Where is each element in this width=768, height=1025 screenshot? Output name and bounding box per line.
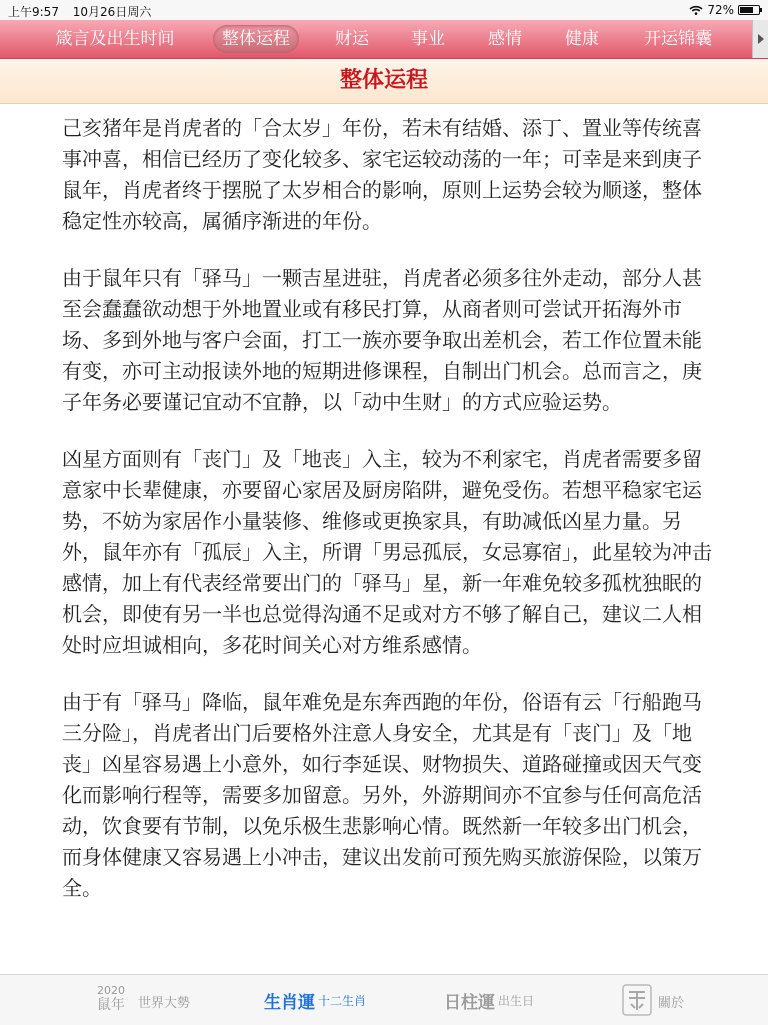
year-label: 鼠年 — [97, 997, 125, 1013]
tab-wealth[interactable]: 财运 — [335, 29, 369, 49]
zodiac-sub-label: 十二生肖 — [318, 994, 367, 1008]
about-label: 關於 — [658, 996, 685, 1011]
chevron-right-icon — [757, 34, 765, 44]
tab-world-trend[interactable] — [90, 975, 220, 1025]
section-header — [0, 59, 768, 104]
tab-love[interactable]: 感情 — [488, 29, 522, 49]
battery-percent: 72% — [707, 3, 734, 17]
tab-lucky-tips[interactable]: 开运锦囊 — [644, 29, 712, 49]
tab-overall-fortune[interactable]: 整体运程 — [213, 25, 299, 53]
top-nav — [0, 20, 768, 59]
article-paragraph: 由于有「驿马」降临，鼠年难免是东奔西跑的年份，俗语有云「行船跑马三分险」，肖虎者出门后要格外注意人身安全，尤其是有「丧门」及「地丧」凶星容易遇上小意外，如行李延误、财物损失、道路碰撞或因天气变化而影响行程等，需要多加留意。另外，外游期间亦不宜参与任何高危活动，饮食要有节制，以免乐极生悲影响心情。既然新一年较多出门机会，而身体健康又容易遇上小冲击，建议出发前可预先购买旅游保险，以策万全。 — [62, 690, 702, 900]
tab-day-pillar[interactable] — [440, 975, 550, 1025]
day-pillar-label: 日柱運 — [444, 993, 495, 1013]
tab-about[interactable] — [618, 975, 698, 1025]
battery-level — [740, 7, 753, 13]
world-trend-label: 世界大勢 — [138, 996, 191, 1011]
bottom-tab-bar — [0, 974, 768, 1025]
day-pillar-sub-label: 出生日 — [498, 994, 535, 1008]
status-bar — [0, 0, 768, 20]
section-title: 整体运程 — [339, 68, 428, 93]
zodiac-fortune-label: 生肖運 — [264, 993, 315, 1013]
tab-health[interactable]: 健康 — [565, 29, 599, 49]
status-date: 10月26日周六 — [72, 5, 152, 19]
tab-zodiac-fortune[interactable] — [260, 975, 380, 1025]
article-paragraph: 凶星方面则有「丧门」及「地丧」入主，较为不利家宅，肖虎者需要多留意家中长辈健康，亦要留心家居及厨房陷阱，避免受伤。若想平稳家宅运势，不妨为家居作小量装修、维修或更换家具，有助减低凶星力量。另外，鼠年亦有「孤辰」入主，所谓「男忌孤辰，女忌寡宿」，此星较为冲击感情，加上有代表经常要出门的「驿马」星，新一年难免较多孤枕独眠的机会，即使有另一半也总觉得沟通不足或对方不够了解自己，建议二人相处时应坦诚相向，多花时间关心对方维系感情。 — [62, 447, 712, 657]
app-logo-icon — [622, 984, 652, 1016]
tab-motto-birth-time[interactable]: 箴言及出生时间 — [55, 29, 175, 49]
nav-scroll-right[interactable] — [752, 20, 768, 58]
status-time: 上午9:57 — [8, 5, 59, 19]
article-body — [62, 113, 714, 930]
tab-career[interactable]: 事业 — [411, 29, 445, 49]
year-badge — [94, 983, 128, 1013]
article-paragraph: 由于鼠年只有「驿马」一颗吉星进驻，肖虎者必须多往外走动，部分人甚至会蠢蠢欲动想于外地置业或有移民打算，从商者则可尝试开拓海外市场、多到外地与客户会面，打工一族亦要争取出差机会，若工作位置未能有变，亦可主动报读外地的短期进修课程，自制出门机会。总而言之，庚子年务必要谨记宜动不宜静，以「动中生财」的方式应验运势。 — [62, 266, 702, 414]
year-number: 2020 — [97, 984, 125, 997]
battery-icon — [738, 5, 760, 15]
wifi-icon — [689, 5, 703, 15]
article-paragraph: 己亥猪年是肖虎者的「合太岁」年份，若未有结婚、添丁、置业等传统喜事冲喜，相信已经历了变化较多、家宅运较动荡的一年；可幸是来到庚子鼠年，肖虎者终于摆脱了太岁相合的影响，原则上运势会较为顺遂，整体稳定性亦较高，属循序渐进的年份。 — [62, 116, 702, 233]
